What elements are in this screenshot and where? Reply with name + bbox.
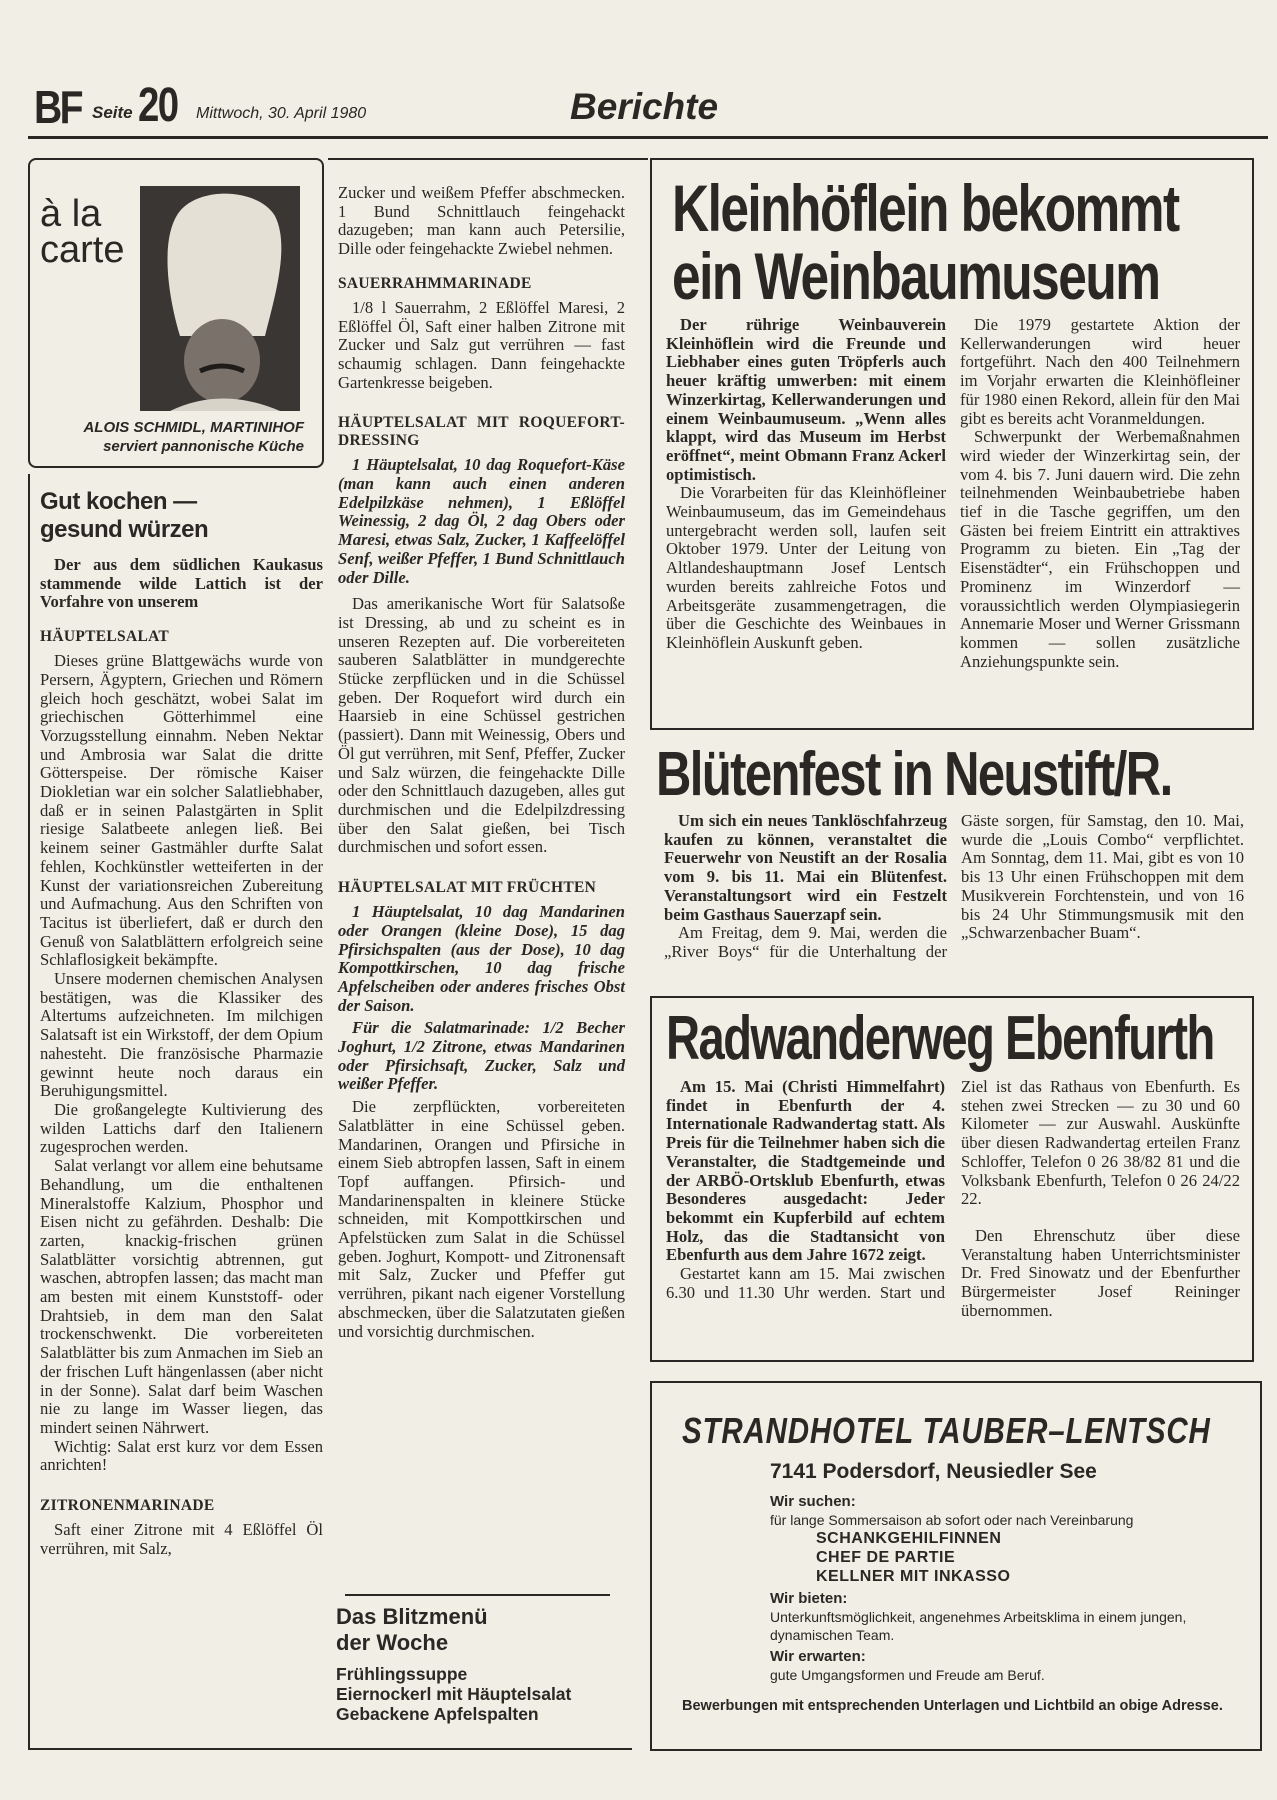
headline-line-2: ein Weinbaumuseum bbox=[672, 239, 1160, 313]
lead-paragraph: Am 15. Mai (Christi Himmelfahrt) findet in Ebenfurth der 4. Internationale Radwandertag statt. Als Preis für die Teilnehmer haben sich die Veranstalter, die Stadtgemeinde und der ARBÖ-Ortsklub Ebenfurth, etwas Besonderes ausgedacht: Jeder bekommt ein Kupferbild auf echtem Holz, das die Stadtansicht von Ebenfurth aus dem Jahre 1672 zeigt. bbox=[666, 1077, 945, 1265]
paragraph: 1/8 l Sauerrahm, 2 Eßlöffel Maresi, 2 Eßlöffel Öl, Saft einer halben Zitrone mit Zucker und Salz gut verrühren — fast schaumig schlagen. Dann feingehackte Gartenkresse beigeben. bbox=[338, 297, 625, 392]
lead-paragraph: Der aus dem südlichen Kaukasus stammende wilde Lattich ist der Vorfahre von unserem bbox=[40, 555, 323, 612]
bottom-rule bbox=[28, 1748, 632, 1750]
ingredients: 1 Häuptelsalat, 10 dag Roquefort-Käse (man kann auch einen anderen Edelpilzkäse nehmen), 1 Eßlöffel Weinessig, 2 dag Öl, 2 dag Obers oder Maresi, etwas Salz, Zucker, 1 Kaffeelöffel Senf, weißer Pfeffer, 1 Bund Schnittlauch oder Dille. bbox=[338, 455, 625, 587]
blitzmenue-box bbox=[336, 1604, 626, 1724]
article-headline: Radwanderweg Ebenfurth bbox=[666, 1004, 1214, 1073]
chef-photo bbox=[140, 186, 300, 411]
paragraph: Saft einer Zitrone mit 4 Eßlöffel Öl verrühren, mit Salz, bbox=[40, 1520, 323, 1558]
ingredients: Für die Salatmarinade: 1/2 Becher Joghurt, 1/2 Zitrone, etwas Mandarinen oder Pfirsichsaft, Zucker, Salz und weißer Pfeffer. bbox=[338, 1018, 625, 1094]
caption-subtitle: serviert pannonische Küche bbox=[103, 438, 304, 455]
subheading: HÄUPTELSALAT MIT ROQUEFORT-DRESSING bbox=[338, 414, 625, 450]
title-line-2: der Woche bbox=[336, 1630, 449, 1655]
position: KELLNER MIT INKASSO bbox=[816, 1568, 1011, 1585]
offer-label: Wir bieten: bbox=[770, 1590, 848, 1607]
article-body bbox=[666, 316, 1240, 671]
headline-line-1: Gut kochen — bbox=[40, 488, 197, 515]
paragraph: Am Freitag, dem 9. Mai, werden die „River Boys“ für die Unterhaltung der Gäste sorgen, für Samstag, den 10. Mai, wurde die „Louis Combo“ verpflichtet. Am Sonntag, dem 11. Mai, gibt es von 10 bis 13 Uhr einen Frühschoppen mit dem Musikverein Forchtenstein, und von 16 bis 24 Uhr Stimmungsmusik mit den „Schwarzenbacher Buam“. bbox=[664, 811, 1244, 961]
ad-details bbox=[770, 1493, 1240, 1684]
paragraph: Schwerpunkt der Werbemaßnahmen wird wieder der Winzerkirtag sein, der vom 4. bis 7. Juni dauern wird. Die zehn teilnehmenden Weinbaubetriebe haben tief in die Tasche gegriffen, um den Gästen bei freiem Eintritt ein attraktives Programm zu bieten. Ein „Tag der Eisenstädter“, ein Frühschoppen und Prominenz im Winzerdorf — voraussichtlich werden Olympiasiegerin Annemarie Moser und Werner Grissmann kommen — sollen zusätzliche Anziehungspunkte sein. bbox=[960, 427, 1240, 671]
paragraph: Die zerpflückten, vorbereiteten Salatblätter in eine Schüssel geben. Mandarinen, Orangen und Pfirsiche in einem Sieb abtropfen lassen, Saft in einem Topf auffangen. Pfirsich- und Mandarinenspalten in kleinere Stücke schneiden, mit Kompottkirschen und Apfelstücken zum Salat in die Schüssel geben. Joghurt, Kompott- und Zitronensaft mit Salz, Zucker und Pfeffer gut verrühren, pikant nach eigener Vorstellung abschmecken, über die Salatzutaten gießen und vorsichtig durchmischen. bbox=[338, 1097, 625, 1341]
paragraph: Zucker und weißem Pfeffer abschmecken. 1 Bund Schnittlauch feingehackt dazugeben; man kann auch Petersilie, Dille oder feingehackte Zwiebel nehmen. bbox=[338, 183, 625, 259]
article-gut-kochen-middle bbox=[338, 184, 625, 1341]
paper-logo: BF bbox=[34, 81, 82, 133]
expect-text: gute Umgangsformen und Freude am Beruf. bbox=[770, 1667, 1045, 1683]
title-line-2: carte bbox=[40, 229, 125, 271]
menu-item: Eiernockerl mit Häuptelsalat bbox=[336, 1684, 572, 1704]
paragraph: Dieses grüne Blattgewächs wurde von Persern, Ägyptern, Griechen und Römern gleich hoch geschätzt, wobei Salat im griechischen Götterhimmel eine Vorzugsstellung einnahm. Neben Nektar und Ambrosia war Salat die dritte Götterspeise. Der römische Kaiser Diokletian war ein solcher Salatliebhaber, daß er in seinen Palastgärten in Split riesige Salatbeete anlegen ließ. Bei keinem seiner Gastmähler durfte Salat fehlen, Kochkünstler wetteiferten in der Kunst der variationsreichen Zubereitung und Aufmachung. Aus den Schriften von Tacitus ist überliefert, daß er durch den Genuß von Salatblättern erfolgreich seine Schlaflosigkeit bekämpfte. bbox=[40, 651, 323, 970]
subheading: HÄUPTELSALAT bbox=[40, 628, 170, 646]
title-line-1: Das Blitzmenü bbox=[336, 1604, 488, 1629]
ad-title: STRANDHOTEL TAUBER–LENTSCH bbox=[682, 1410, 1211, 1451]
position: CHEF DE PARTIE bbox=[816, 1549, 956, 1566]
paragraph: Gestartet kann am 15. Mai zwischen 6.30 und 11.30 Uhr werden. Start und Ziel ist das Rathaus von Ebenfurth. Es stehen zwei Strecken — zu 30 und 60 Kilometer — zur Auswahl. Auskünfte über diesen Radwandertag erteilen Franz Schloffer, Telefon 0 26 38/82 81 und die Volksbank Ebenfurth, Telefon 0 26 24/22 22. bbox=[666, 1077, 1240, 1302]
section-title: Berichte bbox=[570, 86, 719, 127]
photo-caption bbox=[83, 418, 304, 456]
offer-text: Unterkunftsmöglichkeit, angenehmes Arbeitsklima in einem jungen, dynamischen Team. bbox=[770, 1609, 1187, 1643]
article-kleinhoeflein bbox=[650, 158, 1254, 730]
page-label: Seite bbox=[92, 103, 133, 122]
column-border-left bbox=[28, 474, 30, 1748]
paragraph: Das amerikanische Wort für Salatsoße ist Dressing, ab und zu scheint es in unseren Rezepten auf. Die vorbereiteten sauberen Salatblätter in mundgerechte Stücke zerpflücken und in die Schüssel geben. Der Roquefort wird durch ein Haarsieb in eine Schüssel gestrichen (passiert). Dann mit Weinessig, Obers und Öl gut verrühren, mit Senf, Pfeffer, Zucker und Salz würzen, die feingehackte Dille oder den Schnittlauch dazugeben, alles gut durchmischen und die Edelpilzdressing über den Salat gießen, bei Tisch durchmischen und sofort essen. bbox=[338, 594, 625, 857]
ad-address: 7141 Podersdorf, Neusiedler See bbox=[770, 1460, 1097, 1483]
middle-top-rule bbox=[328, 158, 648, 160]
position: SCHANKGEHILFINNEN bbox=[816, 1530, 1002, 1547]
a-la-carte-title bbox=[40, 193, 125, 271]
paragraph: Salat verlangt vor allem eine behutsame Behandlung, um die enthaltenen Mineralstoffe Kalzium, Phosphor und Eisen nicht zu gefährden. Deshalb: Die zarten, knackig-frischen grünen Salatblätter vorsichtig abtrennen, gut waschen, abtropfen lassen; das macht man am besten mit einem Kunststoff- oder Drahtsieb, in dem man den Salat trockenschwenkt. Die vorbereiteten Salatblätter bis zum Anmachen im Sieb an der frischen Luft hängenlassen (aber nicht in der Sonne). Salat darf beim Waschen nie zu lange im Wasser liegen, das mindert seinen Nährwert. bbox=[40, 1156, 323, 1437]
job-advertisement bbox=[650, 1381, 1262, 1751]
menu-item: Frühlingssuppe bbox=[336, 1664, 468, 1684]
expect-label: Wir erwarten: bbox=[770, 1648, 866, 1665]
ingredients: 1 Häuptelsalat, 10 dag Mandarinen oder Orangen (kleine Dose), 15 dag Pfirsichspalten (aus der Dose), 10 dag Kompottkirschen, 10 dag frische Apfelscheiben oder anderes frisches Obst der Saison. bbox=[338, 902, 625, 1015]
apply-text: Bewerbungen mit entsprechenden Unterlagen und Lichtbild an obige Adresse. bbox=[682, 1698, 1223, 1714]
lead-paragraph: Der rührige Weinbauverein Kleinhöflein wird die Freunde und Liebhaber eines guten Tröpferls auch heuer kräftig umwerben: mit einem Winzerkirtag, Kellerwanderungen und einem Weinbaumuseum. „Wenn alles klappt, wird das Museum im Herbst eröffnet“, meint Obmann Franz Ackerl optimistisch. bbox=[666, 315, 946, 484]
paragraph: Die großangelegte Kultivierung des wilden Lattichs darf den Italienern zugesprochen werden. bbox=[40, 1099, 323, 1157]
blitzmenue-title bbox=[336, 1604, 626, 1656]
headline-line-1: Kleinhöflein bekommt bbox=[672, 171, 1179, 245]
article-body bbox=[664, 812, 1244, 962]
article-headline: Blütenfest in Neustift/R. bbox=[656, 740, 1172, 809]
article-radwanderweg bbox=[650, 996, 1254, 1362]
paragraph: Die 1979 gestartete Aktion der Kellerwanderungen wird heuer fortgeführt. Nach den 400 Teilnehmern im Vorjahr erwarten die Kleinhöfleiner für 1980 einen Rekord, allein für den Mai gibt es bereits acht Voranmeldungen. bbox=[960, 315, 1240, 428]
article-headline bbox=[672, 171, 1179, 313]
a-la-carte-box bbox=[28, 158, 324, 468]
title-line-1: à la bbox=[40, 193, 102, 235]
paragraph: Wichtig: Salat erst kurz vor dem Essen anrichten! bbox=[40, 1436, 323, 1475]
paragraph: Die Vorarbeiten für das Kleinhöfleiner Weinbaumuseum, das im Gemeindehaus untergebracht werden soll, laufen seit Oktober 1979. Unter der Leitung von Altlandeshauptmann Josef Lentsch wurden bereits zahlreiche Fotos und Arbeitsgeräte zusammengetragen, die über die Geschichte des Weinbaues in Kleinhöflein Auskunft geben. bbox=[666, 483, 946, 652]
subheading: ZITRONENMARINADE bbox=[40, 1497, 215, 1515]
blitzmenue-rule bbox=[345, 1594, 610, 1596]
caption-name: ALOIS SCHMIDL, MARTINIHOF bbox=[83, 419, 304, 436]
page-number: 20 bbox=[138, 79, 178, 132]
paragraph: Unsere modernen chemischen Analysen bestätigen, was die Klassiker des Altertums aufzeichneten. Im milchigen Salatsaft ist ein Wirkstoff, der dem Opium nahesteht. Die französische Pharmazie gewinnt heute noch daraus ein Beruhigungsmittel. bbox=[40, 969, 323, 1101]
article-gut-kochen-left bbox=[40, 488, 323, 1558]
seek-label: Wir suchen: bbox=[770, 1493, 856, 1510]
header-rule bbox=[28, 136, 1268, 139]
lead-paragraph: Um sich ein neues Tanklöschfahrzeug kaufen zu können, veranstaltet die Feuerwehr von Neustift an der Rosalia vom 9. bis 11. Mai ein Blütenfest. Veranstaltungsort wird ein Festzelt beim Gasthaus Sauerzapf sein. bbox=[664, 811, 947, 924]
article-body bbox=[666, 1078, 1240, 1320]
article-headline bbox=[40, 488, 323, 544]
menu-item: Gebackene Apfelspalten bbox=[336, 1704, 539, 1724]
subheading: HÄUPTELSALAT MIT FRÜCHTEN bbox=[338, 879, 597, 897]
headline-line-2: gesund würzen bbox=[40, 516, 209, 543]
subheading: SAUERRAHMMARINADE bbox=[338, 274, 532, 292]
seek-text: für lange Sommersaison ab sofort oder nach Vereinbarung bbox=[770, 1512, 1134, 1528]
paragraph: Den Ehrenschutz über diese Veranstaltung haben Unterrichtsminister Dr. Fred Sinowatz und der Ebenfurther Bürgermeister Josef Reininger übernommen. bbox=[961, 1225, 1240, 1320]
issue-date: Mittwoch, 30. April 1980 bbox=[196, 105, 367, 122]
article-bluetenfest bbox=[652, 740, 1252, 990]
